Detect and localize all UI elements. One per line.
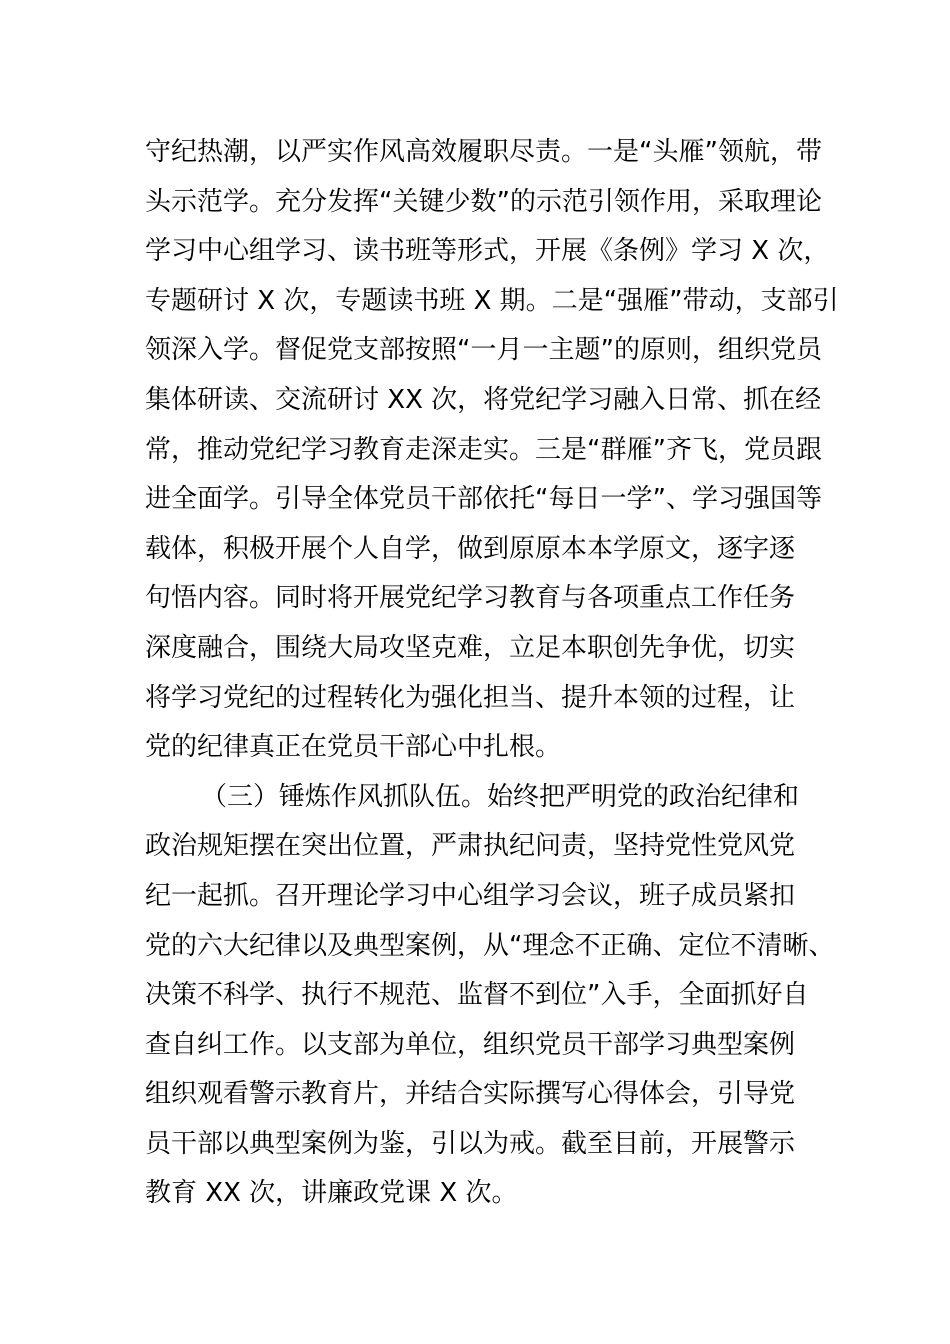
paragraph-line: 政治规矩摆在突出位置，严肃执纪问责，坚持党性党风党 [145, 831, 796, 862]
paragraph-line: 常，推动党纪学习教育走深走实。三是“群雁”齐飞，党员跟 [145, 434, 822, 465]
paragraph-line: 载体，积极开展个人自学，做到原原本本学原文，逐字逐 [145, 533, 796, 564]
paragraph-line: 纪一起抓。召开理论学习中心组学习会议，班子成员紧扣 [145, 880, 796, 911]
paragraph-line: 查自纠工作。以支部为单位，组织党员干部学习典型案例 [145, 1029, 796, 1060]
paragraph-line: 句悟内容。同时将开展党纪学习教育与各项重点工作任务 [145, 583, 796, 614]
paragraph-heading-line: （三）锤炼作风抓队伍。始终把严明党的政治纪律和 [201, 781, 800, 812]
paragraph-line: 组织观看警示教育片，并结合实际撰写心得体会，引导党 [145, 1079, 796, 1110]
paragraph-line: 守纪热潮，以严实作风高效履职尽责。一是“头雁”领航，带 [145, 137, 822, 167]
paragraph-line: 学习中心组学习、读书班等形式，开展《条例》学习 X 次， [145, 236, 830, 267]
paragraph-line: 将学习党纪的过程转化为强化担当、提升本领的过程，让 [145, 682, 796, 713]
paragraph-line: 党的纪律真正在党员干部心中扎根。 [145, 732, 562, 763]
paragraph-line: 决策不科学、执行不规范、监督不到位”入手，全面抓好自 [145, 980, 809, 1011]
paragraph-line: 党的六大纪律以及典型案例，从“理念不正确、定位不清晰、 [145, 930, 835, 961]
paragraph-line: 领深入学。督促党支部按照“一月一主题”的原则，组织党员 [145, 335, 822, 366]
document-body [145, 128, 839, 1219]
paragraph-line: 深度融合，围绕大局攻坚克难，立足本职创先争优，切实 [145, 632, 796, 663]
paragraph-1 [145, 128, 839, 773]
paragraph-line: 员干部以典型案例为鉴，引以为戒。截至目前，开展警示 [145, 1128, 796, 1159]
paragraph-line: 进全面学。引导全体党员干部依托“每日一学”、学习强国等 [145, 484, 822, 515]
paragraph-line: 头示范学。充分发挥“关键少数”的示范引领作用，采取理论 [145, 186, 822, 217]
paragraph-line: 集体研读、交流研讨 XX 次，将党纪学习融入日常、抓在经 [145, 384, 822, 415]
paragraph-line: 教育 XX 次，讲廉政党课 X 次。 [145, 1178, 518, 1209]
paragraph-2 [145, 773, 835, 1219]
paragraph-line: 专题研讨 X 次，专题读书班 X 期。二是“强雁”带动，支部引 [145, 285, 839, 316]
